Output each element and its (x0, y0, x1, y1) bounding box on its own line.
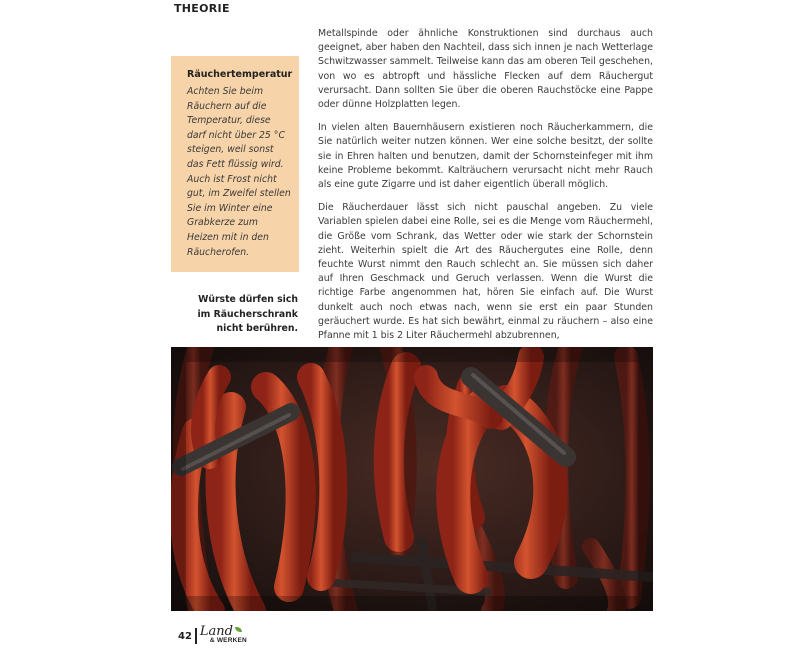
info-box-text: Achten Sie beim Räuchern auf die Temperatur, diese darf nicht über 25 °C steigen, weil sonst das Fett flüssig wird. Auch ist Frost nicht gut, im Zweifel stellen Sie im Winter eine Grabkerze zum Heizen mit in den Räucherofen. (187, 86, 291, 258)
page-number: 42 (178, 630, 192, 642)
image-caption: Würste dürfen sich im Räucherschrank nicht berühren. (197, 294, 298, 335)
sausages-photo (171, 347, 653, 611)
page-footer (178, 626, 252, 646)
article-paragraph: Metallspinde oder ähnliche Konstruktionen sind durchaus auch geeignet, aber haben den Nachteil, dass sich innen je nach Wetterlage Schwitzwasser sammelt. Teilweise kann das am oberen Teil geschehen, von wo es abtropft und hässliche Flecken auf dem Räuchergut verursacht. Dann sollten Sie über die oberen Rauchstöcke eine Pappe oder dünne Holzplatten legen. (318, 28, 653, 111)
info-box-title: Räuchertemperatur (187, 69, 293, 80)
logo-subtitle: & WERKEN (209, 637, 247, 644)
logo-word: Land (199, 624, 233, 639)
article-paragraph: In vielen alten Bauernhäusern existieren noch Räucherkammern, die Sie natürlich weiter nutzen können. Wer eine solche besitzt, der sollte sie in Ehren halten und benutzen, damit der Schornsteinfeger mit ihm keine Probleme bekommt. Kalträuchern verursacht nicht mehr Rauch als eine gute Zigarre und ist daher eigentlich überall möglich. (318, 122, 653, 191)
footer-divider (195, 628, 197, 644)
sausages-illustration (171, 347, 653, 611)
article-paragraph: Die Räucherdauer lässt sich nicht pauschal angeben. Zu viele Variablen spielen dabei eine Rolle, sei es die Menge vom Räuchermehl, die Größe vom Schrank, das Wetter oder wie stark der Schornstein zieht. Weiterhin spielt die Art des Räuchergutes eine Rolle, denn feuchte Wurst nimmt den Rauch schlecht an. Sie müssen sich daher auf Ihren Geschmack und Geruch verlassen. Wenn die Wurst die richtige Farbe angenommen hat, hören Sie einfach auf. Die Wurst dunkelt auch noch etwas nach, wenn sie erst ein paar Stunden geräuchert wurde. Es hat sich bewährt, einmal zu räuchern – also eine Pfanne mit 1 bis 2 Liter Räuchermehl abzubrennen, (318, 202, 653, 342)
magazine-logo (200, 626, 252, 646)
info-box (171, 56, 299, 272)
leaf-icon (235, 627, 242, 632)
article-body (318, 27, 653, 352)
section-label: THEORIE (174, 2, 230, 15)
